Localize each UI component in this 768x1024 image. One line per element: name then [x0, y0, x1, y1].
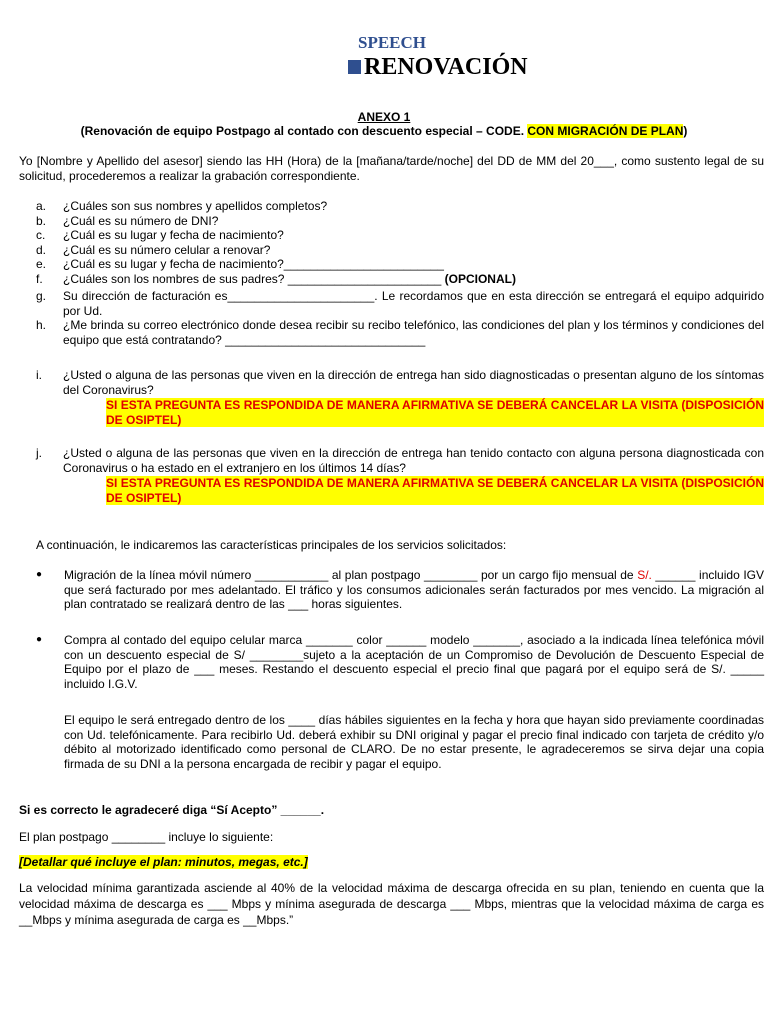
document-title	[348, 54, 528, 80]
list-marker: c.	[36, 228, 46, 242]
question-text: ¿Cuál es su número de DNI?	[63, 213, 219, 228]
list-marker: f.	[36, 271, 43, 286]
annex-title: ANEXO 1	[357, 110, 411, 124]
list-marker: a.	[36, 199, 47, 213]
detail-highlight: [Detallar qué incluye el plan: minutos, megas, etc.]	[19, 855, 308, 869]
question-text: Su dirección de facturación es______________________. Le recordamos que en esta dirección se entregará el equipo adquirido por Ud.	[63, 289, 764, 318]
question-text: ¿Usted o alguna de las personas que viven en la dirección de entrega han sido diagnosticadas o presentan alguno de los síntomas del Coronavirus?	[63, 368, 764, 397]
question-text	[63, 272, 764, 287]
question-text: ¿Cuál es su lugar y fecha de nacimiento?________________________	[63, 257, 444, 271]
bullet-item	[36, 633, 764, 691]
annex-subtitle-highlight: CON MIGRACIÓN DE PLAN	[527, 124, 684, 138]
list-marker: i.	[36, 368, 42, 382]
intro-paragraph: Yo [Nombre y Apellido del asesor] siendo las HH (Hora) de la [mañana/tarde/noche] del DD de MM del 20___, como sustento legal de su solicitud, procederemos a realizar la grabación correspondiente.	[19, 154, 764, 183]
list-marker: g.	[36, 289, 47, 303]
question-text: ¿Cuáles son sus nombres y apellidos completos?	[63, 199, 328, 213]
question-text: ¿Me brinda su correo electrónico donde desea recibir su recibo telefónico, las condiciones del plan y los términos y condiciones del equipo que está contratando? ______________________________	[63, 318, 764, 347]
list-item	[36, 243, 764, 258]
list-marker: h.	[36, 318, 47, 332]
bullet-icon: ●	[36, 634, 43, 645]
detail-note	[19, 855, 308, 870]
bullet-icon: ●	[36, 569, 43, 580]
speech-label: SPEECH	[358, 33, 427, 52]
annex-subtitle	[0, 124, 768, 139]
optional-label: (OPCIONAL)	[444, 271, 516, 286]
list-item	[36, 446, 764, 475]
list-marker: b.	[36, 213, 47, 228]
bullet-1-rest: ______ incluido IGV que será facturado por mes adelantado. El tráfico y los consumos adicionales serán facturados por mes vencido. La migración al plan contratado se realizará dentro de las ___ horas siguientes.	[64, 568, 764, 611]
list-item	[36, 318, 764, 347]
list-marker: e.	[36, 257, 47, 271]
continuation-text: A continuación, le indicaremos las características principales de los servicios solicitados:	[36, 538, 507, 552]
list-item	[36, 272, 764, 287]
bullet-item	[36, 568, 764, 612]
question-text: ¿Usted o alguna de las personas que viven en la dirección de entrega han tenido contacto con alguna persona diagnosticada con Coronavirus o ha estado en el extranjero en los últimos 14 días?	[63, 446, 764, 475]
delivery-paragraph: El equipo le será entregado dentro de los ____ días hábiles siguientes en la fecha y hora que hayan sido previamente coordinadas con Ud. telefónicamente. Para recibirlo Ud. deberá exhibir su DNI original y pagar el precio final indicado con tarjeta de crédito y/o débito al motorizado identificado como personal de CLARO. De no estar presente, le agradeceremos se sirva dejar una copia firmada de su DNI a la persona encargada de recibir y pagar el equipo.	[64, 713, 764, 771]
accept-text: Si es correcto le agradeceré diga “Sí Acepto” ______.	[19, 803, 325, 817]
question-text: ¿Cuál es su número celular a renovar?	[63, 242, 271, 257]
annex-subtitle-close: )	[683, 124, 688, 138]
bullet-text	[64, 568, 764, 612]
question-i	[36, 368, 764, 397]
plan-text: El plan postpago ________ incluye lo siguiente:	[19, 830, 274, 844]
warning-note: SI ESTA PREGUNTA ES RESPONDIDA DE MANERA AFIRMATIVA SE DEBERÁ CANCELAR LA VISITA (DISPOSICIÓN DE OSIPTEL)	[106, 476, 764, 505]
list-item	[36, 214, 764, 229]
list-item	[36, 257, 764, 272]
question-f-text: ¿Cuáles son los nombres de sus padres? _______________________	[63, 271, 442, 286]
square-bullet-icon	[348, 60, 361, 74]
title-text: RENOVACIÓN	[364, 54, 528, 80]
question-j	[36, 446, 764, 475]
list-marker: d.	[36, 242, 47, 257]
currency-symbol: S/.	[637, 568, 652, 582]
list-item	[36, 368, 764, 397]
annex-subtitle-text: (Renovación de equipo Postpago al contado con descuento especial – CODE.	[80, 124, 528, 138]
question-text: ¿Cuál es su lugar y fecha de nacimiento?	[63, 228, 284, 242]
list-item	[36, 199, 764, 214]
list-item	[36, 228, 764, 243]
list-marker: j.	[36, 446, 42, 460]
bullet-1-text: Migración de la línea móvil número ___________ al plan postpago ________ por un cargo fijo mensual de	[64, 568, 638, 582]
bullet-text: Compra al contado del equipo celular marca _______ color ______ modelo _______, asociado a la indicada línea telefónica móvil con un descuento especial de S/ ________sujeto a la aceptación de un Compromiso de Devolución de Descuento Especial de Equipo por el plazo de ___ meses. Restando el descuento especial el precio final que pagará por el equipo será de S/. _____ incluido I.G.V.	[64, 633, 764, 691]
list-item	[36, 289, 764, 318]
question-list	[36, 199, 764, 347]
speed-paragraph: La velocidad mínima garantizada asciende al 40% de la velocidad máxima de descarga ofrecida en su plan, teniendo en cuenta que la velocidad máxima de descarga es ___ Mbps y mínima asegurada de descarga ___ Mbps, mientras que la velocidad máxima de carga es __Mbps y mínima asegurada de carga es __Mbps.”	[19, 881, 764, 927]
warning-note: SI ESTA PREGUNTA ES RESPONDIDA DE MANERA AFIRMATIVA SE DEBERÁ CANCELAR LA VISITA (DISPOSICIÓN DE OSIPTEL)	[106, 398, 764, 427]
